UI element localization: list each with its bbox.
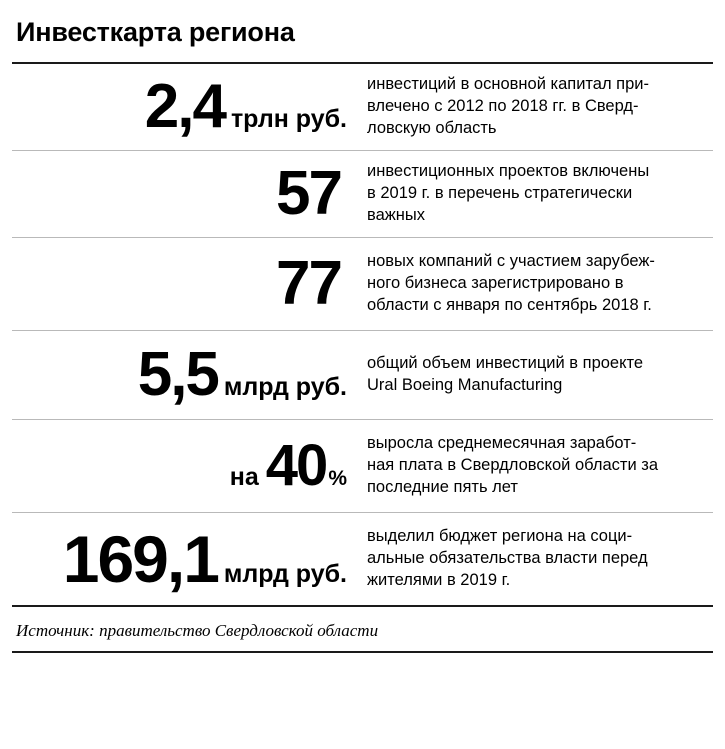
- stat-description: [357, 526, 713, 591]
- stat-description-line: ная плата в Свердловской области за: [367, 455, 659, 474]
- divider-footer: [12, 651, 713, 653]
- stat-value: 5,5: [137, 339, 218, 409]
- stat-description-line: инвестиций в основной капитал при-: [367, 75, 649, 94]
- stat-value: 57: [276, 158, 341, 228]
- stat-unit: млрд руб.: [223, 372, 347, 401]
- stat-description-line: альные обязательства власти перед: [367, 548, 648, 567]
- stat-description-line: общий объем инвестиций в проекте: [367, 353, 644, 372]
- stat-value: 2,4: [144, 71, 225, 141]
- title-block: [12, 0, 713, 62]
- stat-row: [12, 238, 713, 330]
- stat-figure: [12, 521, 357, 596]
- stat-row: [12, 331, 713, 419]
- stat-description-line: ловскую область: [367, 118, 497, 137]
- stat-description-line: ного бизнеса зарегистрировано в: [367, 273, 624, 292]
- stat-unit: %: [328, 466, 347, 490]
- stat-row: [12, 420, 713, 512]
- stat-description: [357, 161, 713, 226]
- stat-description: [357, 74, 713, 139]
- stat-value: 40: [265, 432, 327, 498]
- stat-prefix: на: [229, 462, 259, 491]
- stat-description-line: инвестиционных проектов включены: [367, 162, 650, 181]
- stat-description-line: выделил бюджет региона на соци-: [367, 527, 633, 546]
- stat-value: 169,1: [62, 521, 218, 596]
- stat-unit: трлн руб.: [230, 104, 347, 133]
- stat-description: [357, 353, 713, 397]
- stat-description-line: влечено с 2012 по 2018 гг. в Сверд-: [367, 96, 639, 115]
- stat-value: 77: [276, 248, 341, 318]
- stat-unit: млрд руб.: [223, 559, 347, 588]
- stat-description-line: новых компаний с участием зарубеж-: [367, 252, 655, 271]
- stat-row: [12, 151, 713, 237]
- stat-figure: [12, 432, 357, 498]
- stat-figure: [12, 339, 357, 409]
- stat-figure: [12, 248, 357, 318]
- stat-figure: [12, 71, 357, 141]
- stat-figure: [12, 158, 357, 228]
- stat-description: [357, 433, 713, 498]
- stat-description-line: области с января по сентябрь 2018 г.: [367, 295, 652, 314]
- stat-description-line: выросла среднемесячная заработ-: [367, 434, 637, 453]
- stat-description-line: в 2019 г. в перечень стратегически: [367, 183, 633, 202]
- stat-row: [12, 64, 713, 150]
- source-note: Источник: правительство Свердловской области: [16, 620, 379, 640]
- stat-description: [357, 251, 713, 316]
- stat-description-line: жителями в 2019 г.: [367, 570, 511, 589]
- stat-description-line: важных: [367, 205, 426, 224]
- page-title: Инвесткарта региона: [16, 17, 295, 47]
- stat-description-line: Ural Boeing Manufacturing: [367, 375, 563, 394]
- stat-description-line: последние пять лет: [367, 477, 518, 496]
- stat-row: [12, 513, 713, 605]
